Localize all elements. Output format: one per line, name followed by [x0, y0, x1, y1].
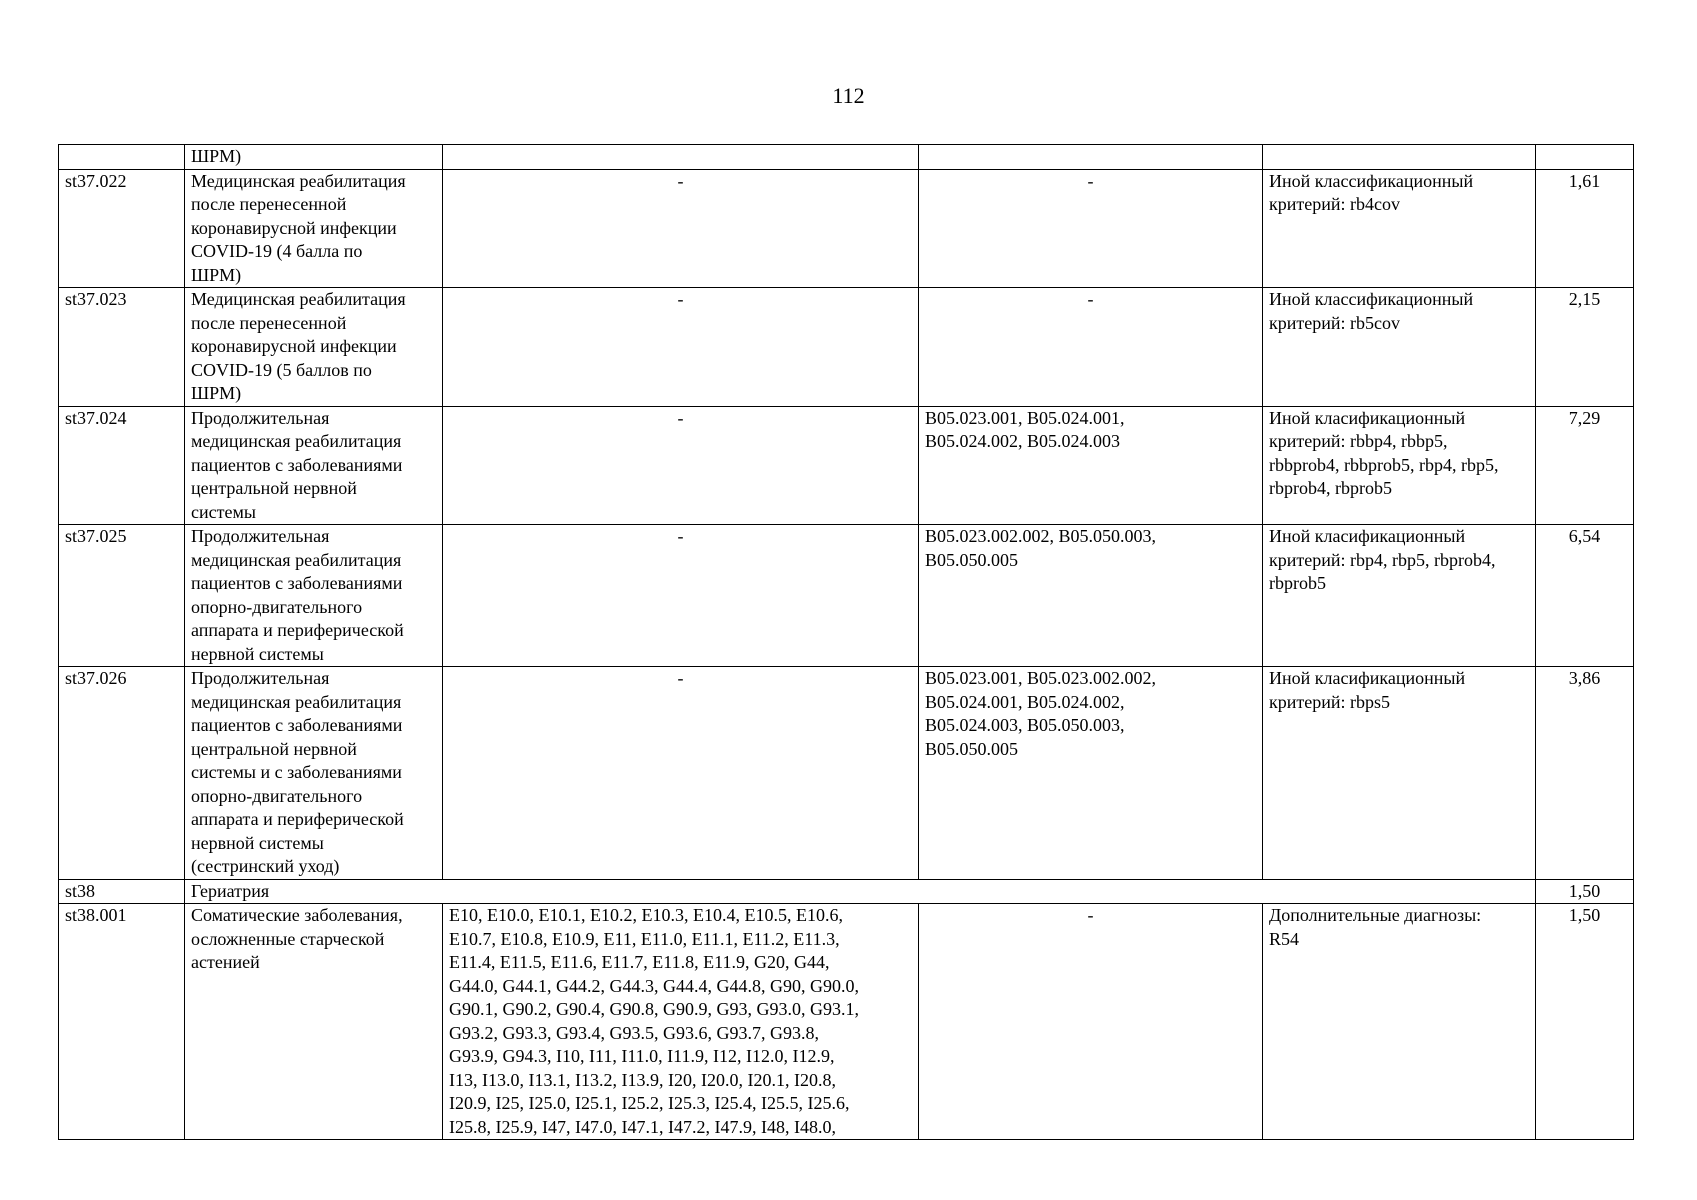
- cell-criteria: Дополнительные диагнозы: R54: [1263, 904, 1536, 1140]
- cell-services: [919, 145, 1263, 170]
- cell-name: ШРМ): [185, 145, 443, 170]
- cell-criteria: Иной классификационный критерий: rb4cov: [1263, 169, 1536, 288]
- group-code: st38: [59, 879, 185, 904]
- cell-code: st37.023: [59, 288, 185, 407]
- cell-name: Медицинская реабилитация после перенесенной коронавирусной инфекции COVID-19 (5 баллов по ШРМ): [185, 288, 443, 407]
- cell-diagnoses: -: [443, 667, 919, 880]
- cell-coef: 1,50: [1536, 904, 1634, 1140]
- cell-coef: [1536, 145, 1634, 170]
- cell-criteria: Иной классификационный критерий: rb5cov: [1263, 288, 1536, 407]
- cell-diagnoses: -: [443, 525, 919, 667]
- table-row: [59, 667, 1634, 880]
- cell-criteria: [1263, 145, 1536, 170]
- cell-diagnoses: -: [443, 169, 919, 288]
- cell-code: [59, 145, 185, 170]
- cell-code: st38.001: [59, 904, 185, 1140]
- cell-services: -: [919, 904, 1263, 1140]
- cell-coef: 2,15: [1536, 288, 1634, 407]
- cell-diagnoses: -: [443, 406, 919, 525]
- table-row: [59, 525, 1634, 667]
- page-number: 112: [832, 83, 865, 108]
- cell-code: st37.024: [59, 406, 185, 525]
- cell-coef: 7,29: [1536, 406, 1634, 525]
- cell-name: Продолжительная медицинская реабилитация пациентов с заболеваниями центральной нервной системы и с заболеваниями опорно-двигательного аппарата и периферической нервной системы (сестринский уход): [185, 667, 443, 880]
- cell-criteria: Иной класификационный критерий: rbbp4, rbbp5, rbbprob4, rbbprob5, rbp4, rbp5, rbprob4, rbprob5: [1263, 406, 1536, 525]
- cell-diagnoses: -: [443, 288, 919, 407]
- group-name: Гериатрия: [185, 879, 1536, 904]
- cell-services: -: [919, 288, 1263, 407]
- group-coef: 1,50: [1536, 879, 1634, 904]
- cell-services: B05.023.001, B05.023.002.002, B05.024.001, B05.024.002, B05.024.003, B05.050.003, B05.050.005: [919, 667, 1263, 880]
- cell-services: B05.023.002.002, B05.050.003, B05.050.005: [919, 525, 1263, 667]
- cell-criteria: Иной класификационный критерий: rbp4, rbp5, rbprob4, rbprob5: [1263, 525, 1536, 667]
- group-row: [59, 879, 1634, 904]
- table-row: [59, 406, 1634, 525]
- table-row: [59, 169, 1634, 288]
- cell-name: Медицинская реабилитация после перенесенной коронавирусной инфекции COVID-19 (4 балла по ШРМ): [185, 169, 443, 288]
- cell-coef: 1,61: [1536, 169, 1634, 288]
- tariff-table: [58, 144, 1634, 1140]
- cell-coef: 3,86: [1536, 667, 1634, 880]
- table-row: [59, 904, 1634, 1140]
- cell-code: st37.026: [59, 667, 185, 880]
- cell-coef: 6,54: [1536, 525, 1634, 667]
- cell-criteria: Иной класификационный критерий: rbps5: [1263, 667, 1536, 880]
- table-body: [59, 145, 1634, 1140]
- table-row: [59, 145, 1634, 170]
- cell-name: Продолжительная медицинская реабилитация пациентов с заболеваниями опорно-двигательного аппарата и периферической нервной системы: [185, 525, 443, 667]
- cell-code: st37.025: [59, 525, 185, 667]
- cell-services: B05.023.001, B05.024.001, B05.024.002, B05.024.003: [919, 406, 1263, 525]
- cell-diagnoses: [443, 145, 919, 170]
- cell-code: st37.022: [59, 169, 185, 288]
- table-row: [59, 288, 1634, 407]
- cell-name: Продолжительная медицинская реабилитация пациентов с заболеваниями центральной нервной системы: [185, 406, 443, 525]
- cell-services: -: [919, 169, 1263, 288]
- cell-name: Соматические заболевания, осложненные старческой астенией: [185, 904, 443, 1140]
- cell-diagnoses: E10, E10.0, E10.1, E10.2, E10.3, E10.4, E10.5, E10.6, E10.7, E10.8, E10.9, E11, E11.0, E11.1, E11.2, E11.3, E11.4, E11.5, E11.6, E11.7, E11.8, E11.9, G20, G44, G44.0, G44.1, G44.2, G44.3, G44.4, G44.8, G90, G90.0, G90.1, G90.2, G90.4, G90.8, G90.9, G93, G93.0, G93.1, G93.2, G93.3, G93.4, G93.5, G93.6, G93.7, G93.8, G93.9, G94.3, I10, I11, I11.0, I11.9, I12, I12.0, I12.9, I13, I13.0, I13.1, I13.2, I13.9, I20, I20.0, I20.1, I20.8, I20.9, I25, I25.0, I25.1, I25.2, I25.3, I25.4, I25.5, I25.6, I25.8, I25.9, I47, I47.0, I47.1, I47.2, I47.9, I48, I48.0,: [443, 904, 919, 1140]
